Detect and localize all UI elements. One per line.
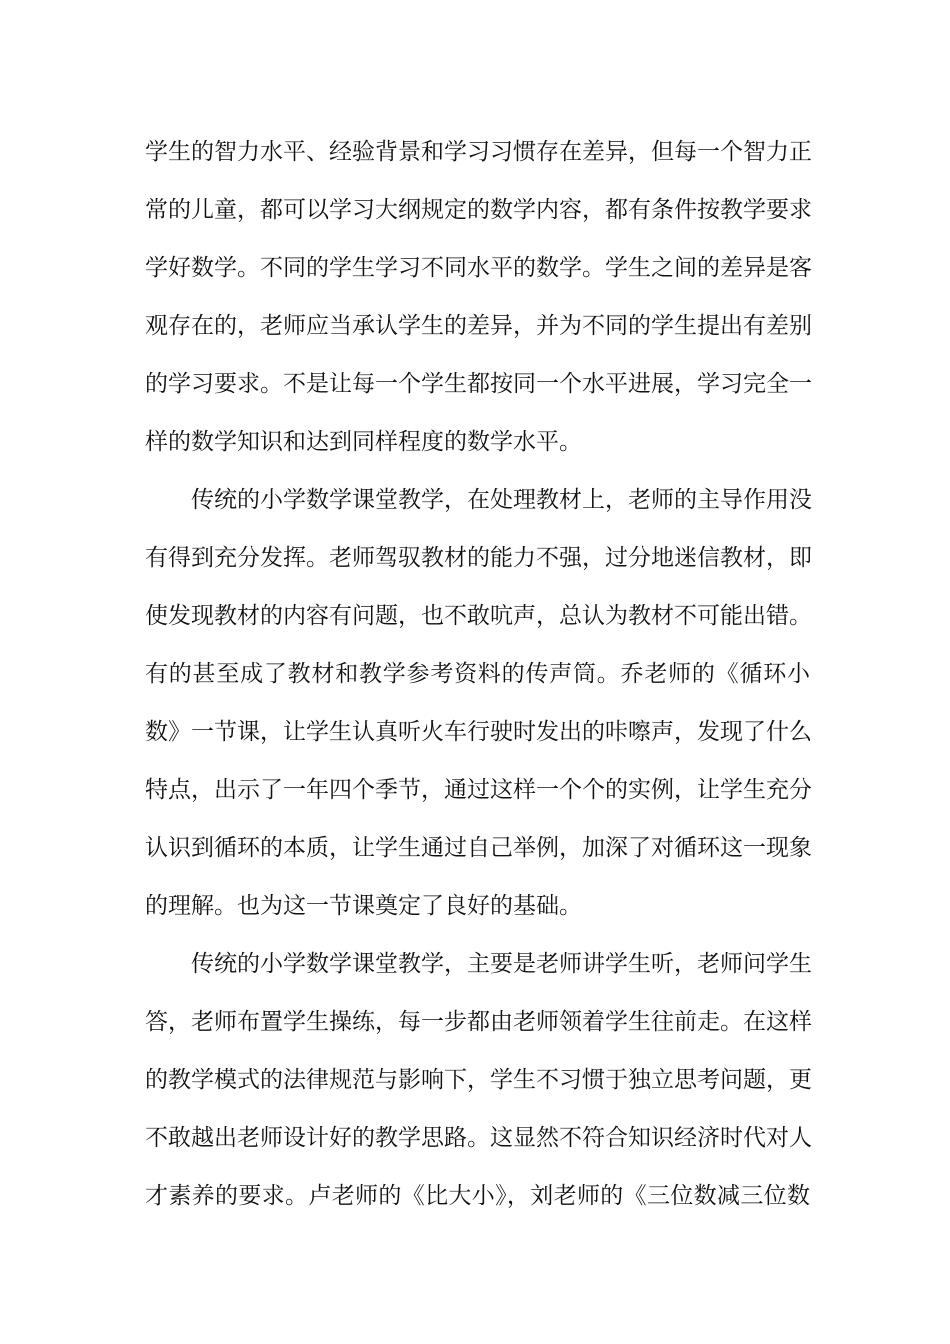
text-line: 特点，出示了一年四个季节，通过这样一个个的实例，让学生充分 [145, 777, 812, 803]
text-line: 的学习要求。不是让每一个学生都按同一个水平进展，学习完全一 [145, 371, 812, 397]
text-line: 的教学模式的法律规范与影响下，学生不习惯于独立思考问题，更 [145, 1067, 812, 1093]
text-line: 学好数学。不同的学生学习不同水平的数学。学生之间的差异是客 [145, 255, 812, 281]
text-line: 不敢越出老师设计好的教学思路。这显然不符合知识经济时代对人 [145, 1125, 812, 1151]
text-line: 常的儿童，都可以学习大纲规定的数学内容，都有条件按教学要求 [145, 197, 812, 223]
text-line: 的理解。也为这一节课奠定了良好的基础。 [145, 893, 582, 919]
text-line: 答，老师布置学生操练，每一步都由老师领着学生往前走。在这样 [145, 1009, 812, 1035]
text-line: 传统的小学数学课堂教学，主要是老师讲学生听，老师问学生 [191, 951, 812, 977]
text-line: 使发现教材的内容有问题，也不敢吭声，总认为教材不可能出错。 [145, 603, 812, 629]
text-line: 学生的智力水平、经验背景和学习习惯存在差异，但每一个智力正 [145, 139, 812, 165]
text-line: 才素养的要求。卢老师的《比大小》，刘老师的《三位数减三位数 [145, 1183, 810, 1209]
text-line: 观存在的，老师应当承认学生的差异，并为不同的学生提出有差别 [145, 313, 812, 339]
text-line: 数》一节课，让学生认真听火车行驶时发出的咔嚓声，发现了什么 [145, 719, 812, 745]
text-line: 认识到循环的本质，让学生通过自己举例，加深了对循环这一现象 [145, 835, 812, 861]
text-line: 样的数学知识和达到同样程度的数学水平。 [145, 429, 582, 455]
text-line: 有的甚至成了教材和教学参考资料的传声筒。乔老师的《循环小 [145, 661, 810, 687]
text-line: 有得到充分发挥。老师驾驭教材的能力不强，过分地迷信教材，即 [145, 545, 812, 571]
text-line: 传统的小学数学课堂教学，在处理教材上，老师的主导作用没 [191, 487, 812, 513]
